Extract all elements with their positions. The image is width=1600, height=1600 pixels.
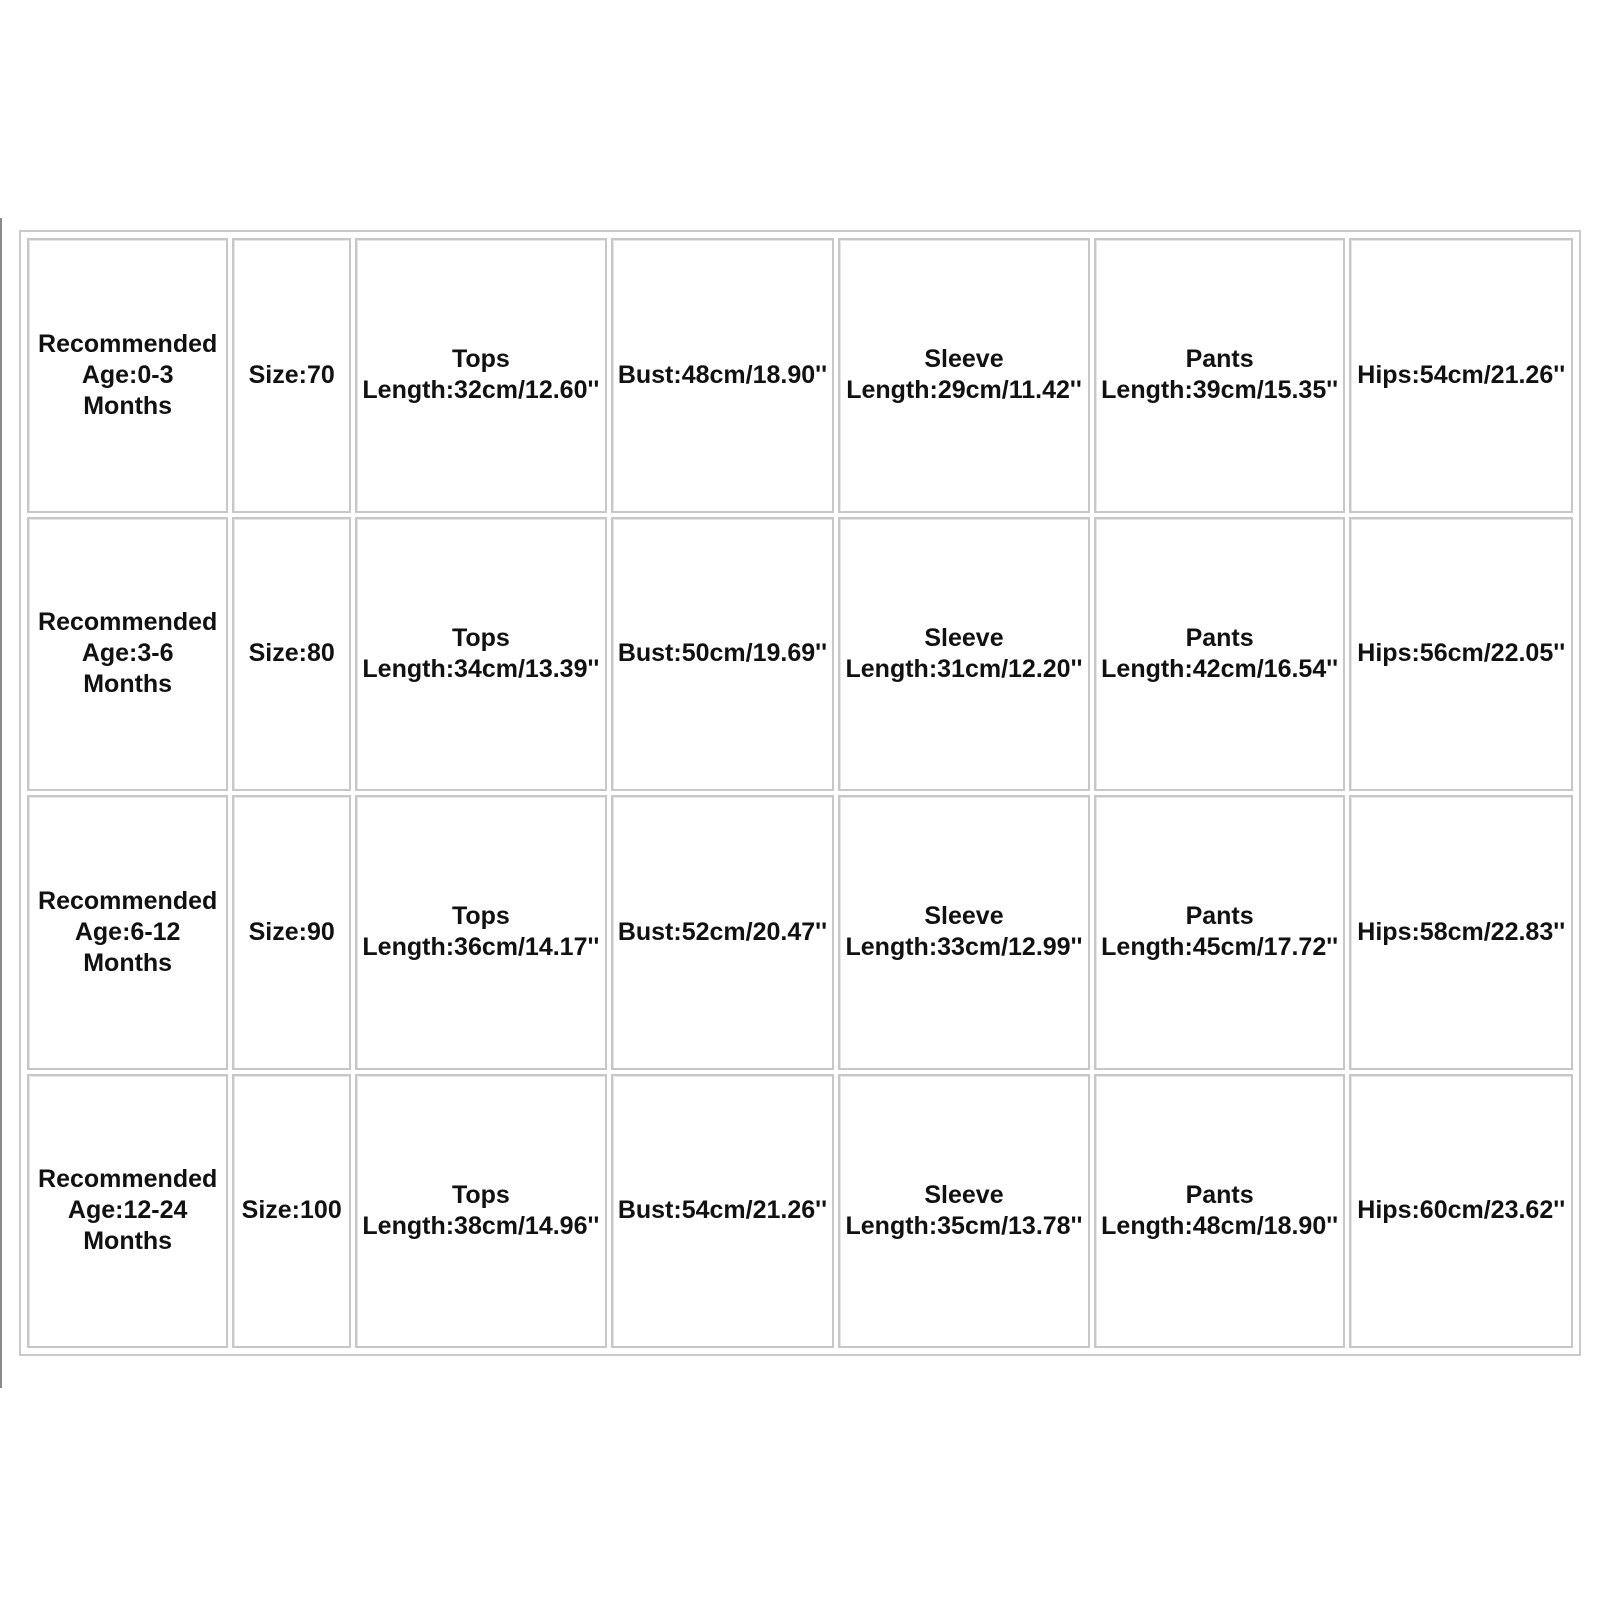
bust-text: Bust:50cm/19.69'' xyxy=(617,639,828,668)
sleeve-length-text: Sleeve Length:35cm/13.78'' xyxy=(845,1180,1083,1240)
pants-length-cell xyxy=(1094,517,1346,792)
age-cell xyxy=(27,1074,228,1349)
size-cell xyxy=(232,517,351,792)
size-text: Size:70 xyxy=(248,360,335,389)
hips-cell xyxy=(1349,1074,1573,1349)
hips-text: Hips:56cm/22.05'' xyxy=(1357,639,1566,668)
age-cell xyxy=(27,238,228,513)
sleeve-length-cell xyxy=(838,517,1090,792)
age-text: Recommended Age:6-12 Months xyxy=(38,886,218,977)
pants-length-text: Pants Length:42cm/16.54'' xyxy=(1101,623,1339,683)
sleeve-length-cell xyxy=(838,1074,1090,1349)
hips-cell xyxy=(1349,517,1573,792)
hips-cell xyxy=(1349,795,1573,1070)
sleeve-length-cell xyxy=(838,795,1090,1070)
pants-length-cell xyxy=(1094,795,1346,1070)
size-cell xyxy=(232,795,351,1070)
pants-length-text: Pants Length:45cm/17.72'' xyxy=(1101,902,1339,962)
hips-text: Hips:60cm/23.62'' xyxy=(1357,1196,1566,1225)
left-edge-line xyxy=(0,218,2,1388)
age-text: Recommended Age:3-6 Months xyxy=(38,608,218,699)
pants-length-cell xyxy=(1094,238,1346,513)
age-text: Recommended Age:0-3 Months xyxy=(38,329,218,420)
tops-length-cell xyxy=(355,517,607,792)
pants-length-text: Pants Length:48cm/18.90'' xyxy=(1101,1180,1339,1240)
bust-cell xyxy=(611,238,834,513)
tops-length-cell xyxy=(355,795,607,1070)
age-text: Recommended Age:12-24 Months xyxy=(38,1165,218,1256)
pants-length-text: Pants Length:39cm/15.35'' xyxy=(1101,345,1339,405)
hips-text: Hips:54cm/21.26'' xyxy=(1357,360,1566,389)
size-chart-table xyxy=(23,234,1577,1352)
size-cell xyxy=(232,1074,351,1349)
size-text: Size:90 xyxy=(248,917,335,946)
age-cell xyxy=(27,517,228,792)
hips-text: Hips:58cm/22.83'' xyxy=(1357,917,1566,946)
table-row xyxy=(27,238,1573,513)
tops-length-text: Tops Length:32cm/12.60'' xyxy=(362,345,600,405)
hips-cell xyxy=(1349,238,1573,513)
bust-text: Bust:48cm/18.90'' xyxy=(617,360,828,389)
table-row xyxy=(27,517,1573,792)
bust-cell xyxy=(611,795,834,1070)
sleeve-length-text: Sleeve Length:31cm/12.20'' xyxy=(845,623,1083,683)
size-text: Size:80 xyxy=(248,639,335,668)
tops-length-cell xyxy=(355,1074,607,1349)
table-row xyxy=(27,795,1573,1070)
sleeve-length-text: Sleeve Length:33cm/12.99'' xyxy=(845,902,1083,962)
size-cell xyxy=(232,238,351,513)
sleeve-length-text: Sleeve Length:29cm/11.42'' xyxy=(846,345,1082,405)
size-chart-frame xyxy=(19,230,1581,1356)
table-row xyxy=(27,1074,1573,1349)
tops-length-cell xyxy=(355,238,607,513)
tops-length-text: Tops Length:38cm/14.96'' xyxy=(362,1180,600,1240)
sleeve-length-cell xyxy=(838,238,1090,513)
bust-cell xyxy=(611,517,834,792)
bust-text: Bust:52cm/20.47'' xyxy=(617,917,828,946)
age-cell xyxy=(27,795,228,1070)
size-text: Size:100 xyxy=(241,1196,342,1225)
pants-length-cell xyxy=(1094,1074,1346,1349)
bust-text: Bust:54cm/21.26'' xyxy=(617,1196,828,1225)
tops-length-text: Tops Length:34cm/13.39'' xyxy=(362,623,600,683)
tops-length-text: Tops Length:36cm/14.17'' xyxy=(362,902,600,962)
bust-cell xyxy=(611,1074,834,1349)
